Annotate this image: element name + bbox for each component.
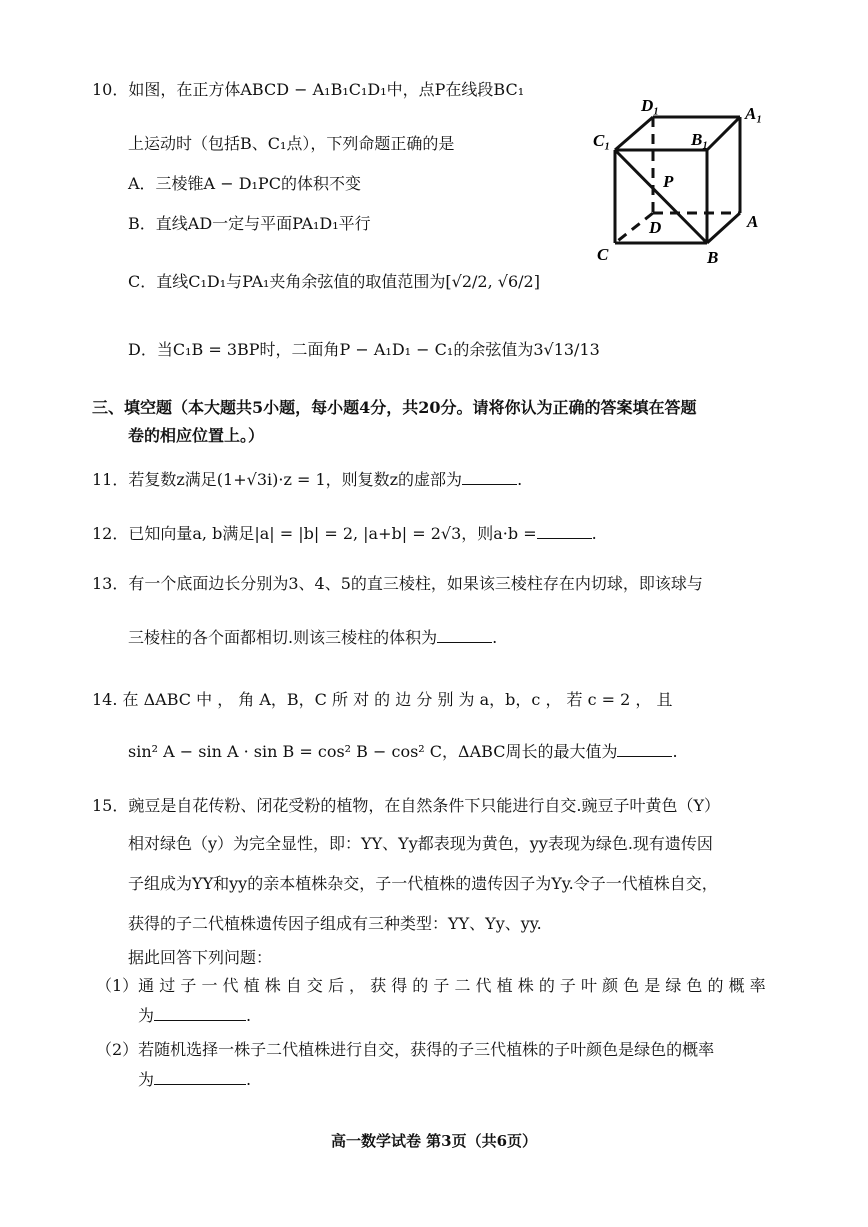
q12: 12．已知向量a, b满足|a| = |b| = 2, |a+b| = 2√3，则a·b = . [92,524,597,543]
label-A1: A₁ [745,104,763,123]
label-B: B [707,248,719,267]
q10-line2: 上运动时（包括B、C₁点），下列命题正确的是 [128,134,455,153]
q12-text: 12．已知向量a, b满足|a| = |b| = 2, |a+b| = 2√3，则a·b = [92,524,537,543]
q10-option-a: A．三棱锥A − D₁PC的体积不变 [128,174,361,193]
q11: 11．若复数z满足(1+√3i)·z = 1，则复数z的虚部为 . [92,470,523,489]
q10-option-c: C．直线C₁D₁与PA₁夹角余弦值的取值范围为[√2/2, √6/2] [128,272,540,291]
label-A: A [747,212,759,231]
q10-option-d: D．当C₁B = 3BP时，二面角P − A₁D₁ − C₁的余弦值为3√13/13 [128,340,600,359]
q15-line1: 15．豌豆是自花传粉、闭花受粉的植物，在自然条件下只能进行自交.豌豆子叶黄色（Y） [92,796,721,815]
answer-blank [154,1004,246,1021]
q10-option-b: B．直线AD一定与平面PA₁D₁平行 [128,214,371,233]
q13-line2: 三棱柱的各个面都相切.则该三棱柱的体积为 . [128,628,498,647]
q15-sub2-line2-text: 为 [138,1070,155,1089]
answer-blank [154,1068,246,1085]
q15-line3: 子组成为YY和yy的亲本植株杂交，子一代植株的遗传因子为Yy.令子一代植株自交， [128,874,718,893]
q15-sub1-line2-text: 为 [138,1006,155,1025]
q15-line2: 相对绿色（y）为完全显性，即：YY、Yy都表现为黄色，yy表现为绿色.现有遗传因 [128,834,713,853]
label-B1: B₁ [691,130,709,149]
q15-sub2-line1: （2）若随机选择一株子二代植株进行自交，获得的子三代植株的子叶颜色是绿色的概率 [96,1040,715,1059]
q14-line2-text: sin² A − sin A · sin B = cos² B − cos² C，ΔABC周长的最大值为 [128,742,618,761]
label-P: P [663,172,674,191]
answer-blank [537,522,592,539]
q15-line5: 据此回答下列问题： [128,948,273,967]
page-footer: 高一数学试卷 第3页（共6页） [330,1132,538,1150]
q14-line2: sin² A − sin A · sin B = cos² B − cos² C，ΔABC周长的最大值为 . [128,742,678,761]
q11-text: 11．若复数z满足(1+√3i)·z = 1，则复数z的虚部为 [92,470,463,489]
q15-sub1-line2: 为 . [138,1006,252,1025]
section3-title: 三、填空题（本大题共5小题，每小题4分，共20分。请将你认为正确的答案填在答题 [92,398,697,417]
section3-title-cont: 卷的相应位置上。） [128,426,265,445]
q13-line2-text: 三棱柱的各个面都相切.则该三棱柱的体积为 [128,628,438,647]
q10-line1: 10．如图，在正方体ABCD − A₁B₁C₁D₁中，点P在线段BC₁ [92,80,525,99]
answer-blank [617,740,672,757]
label-D1: D₁ [641,96,660,115]
label-C: C [597,245,609,264]
q15-line4: 获得的子二代植株遗传因子组成有三种类型：YY、Yy、yy. [128,914,542,933]
answer-blank [462,468,517,485]
q14-line1: 14. 在 ΔABC 中 ， 角 A，B，C 所 对 的 边 分 别 为 a，b，c ， 若 c = 2 ， 且 [92,690,673,709]
answer-blank [437,626,492,643]
label-C1: C₁ [593,131,611,150]
q15-sub2-line2: 为 . [138,1070,252,1089]
label-D: D [649,218,662,237]
q15-sub1-line1: （1）通 过 子 一 代 植 株 自 交 后 ， 获 得 的 子 二 代 植 株 的 子 叶 颜 色 是 绿 色 的 概 率 [96,976,766,995]
q13-line1: 13．有一个底面边长分别为3、4、5的直三棱柱，如果该三棱柱存在内切球，即该球与 [92,574,703,593]
cube-figure [585,95,775,270]
